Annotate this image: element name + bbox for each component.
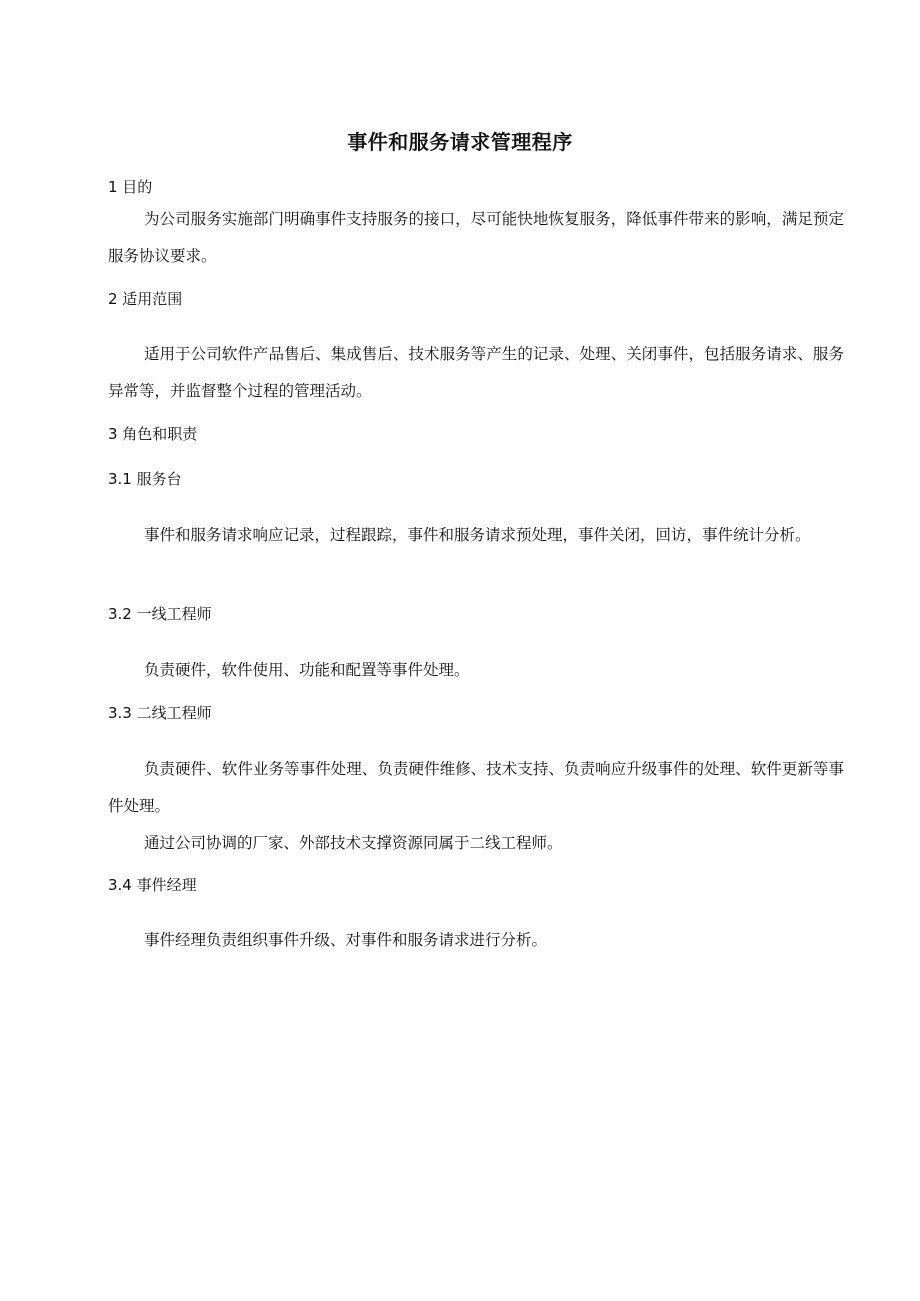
section-heading-purpose: 1 目的	[108, 178, 153, 196]
section-heading-service-desk: 3.1 服务台	[108, 470, 182, 488]
section-text-purpose: 为公司服务实施部门明确事件支持服务的接口，尽可能快地恢复服务，降低事件带来的影响，满足预定服务协议要求。	[108, 210, 844, 265]
section-text-first-line: 负责硬件，软件使用、功能和配置等事件处理。	[144, 661, 470, 679]
section-text-service-desk: 事件和服务请求响应记录，过程跟踪，事件和服务请求预处理，事件关闭，回访，事件统计分析。	[144, 526, 811, 544]
section-text-second-line-note: 通过公司协调的厂家、外部技术支撑资源同属于二线工程师。	[144, 834, 563, 852]
section-heading-roles: 3 角色和职责	[108, 425, 198, 443]
section-text-incident-manager: 事件经理负责组织事件升级、对事件和服务请求进行分析。	[144, 931, 548, 949]
page-title: 事件和服务请求管理程序	[347, 130, 573, 154]
section-text-second-line: 负责硬件、软件业务等事件处理、负责硬件维修、技术支持、负责响应升级事件的处理、软件更新等事件处理。	[108, 760, 844, 815]
section-heading-first-line: 3.2 一线工程师	[108, 605, 212, 623]
section-heading-incident-manager: 3.4 事件经理	[108, 876, 197, 894]
section-heading-second-line: 3.3 二线工程师	[108, 704, 212, 722]
section-heading-scope: 2 适用范围	[108, 290, 183, 308]
section-text-scope: 适用于公司软件产品售后、集成售后、技术服务等产生的记录、处理、关闭事件，包括服务请求、服务异常等，并监督整个过程的管理活动。	[108, 345, 844, 400]
